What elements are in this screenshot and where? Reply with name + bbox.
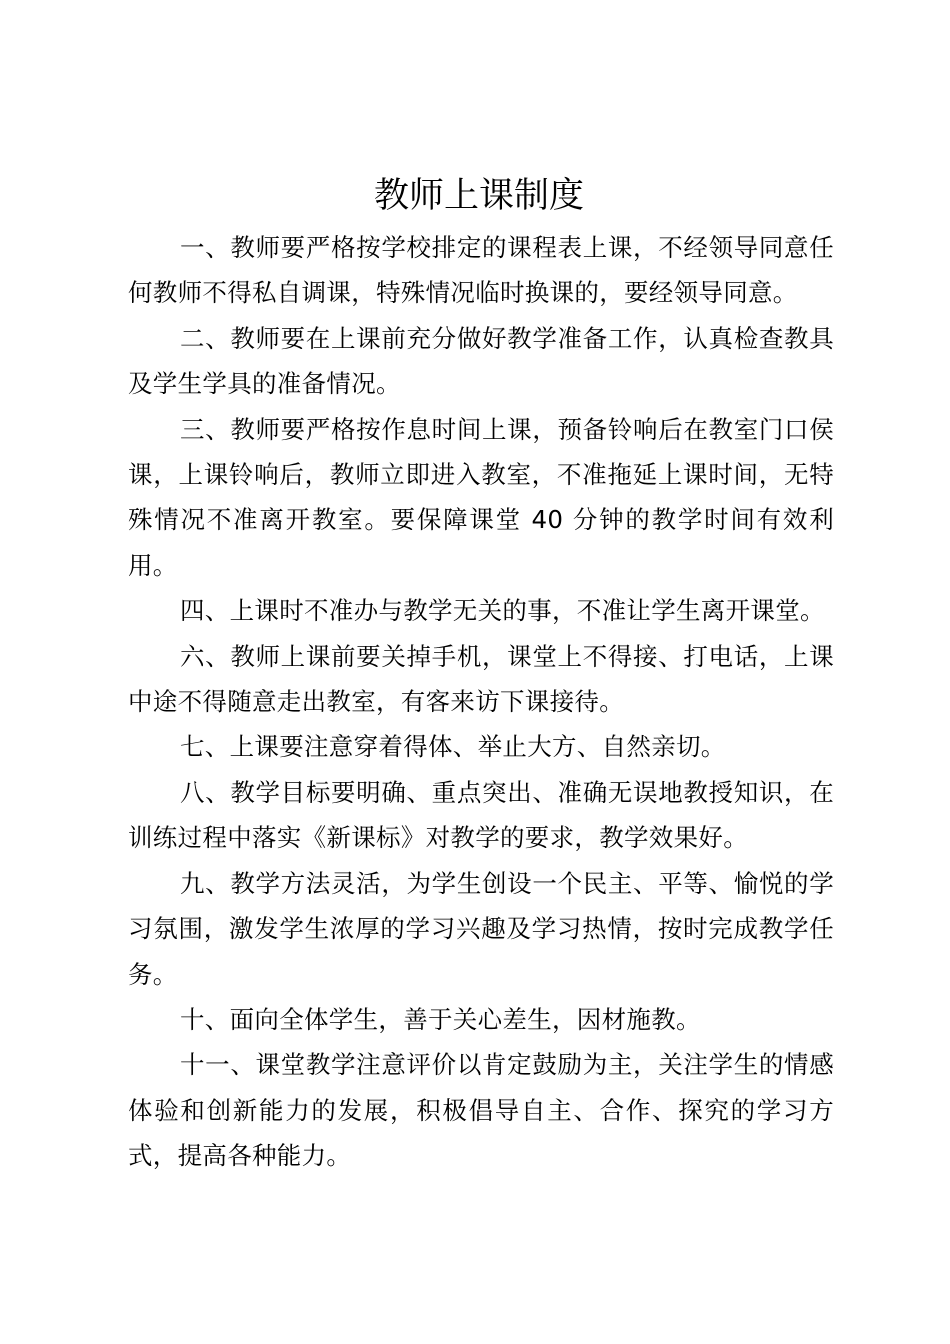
paragraph-11: 十一、课堂教学注意评价以肯定鼓励为主，关注学生的情感体验和创新能力的发展，积极倡导自主、合作、探究的学习方式，提高各种能力。 <box>128 1050 834 1171</box>
document-body <box>128 225 834 1179</box>
paragraph-10: 十、面向全体学生，善于关心差生，因材施教。 <box>180 1004 701 1034</box>
paragraph-4: 四、上课时不准办与教学无关的事，不准让学生离开课堂。 <box>180 596 825 626</box>
paragraph-2: 二、教师要在上课前充分做好教学准备工作，认真检查教具及学生学具的准备情况。 <box>128 323 834 399</box>
paragraph-3: 三、教师要严格按作息时间上课，预备铃响后在教室门口侯课，上课铃响后，教师立即进入教室，不准拖延上课时间，无特殊情况不准离开教室。要保障课堂 40 分钟的教学时间有效利用。 <box>128 414 834 580</box>
paragraph-7: 七、上课要注意穿着得体、举止大方、自然亲切。 <box>180 732 726 762</box>
paragraph-6: 六、教师上课前要关掉手机，课堂上不得接、打电话，上课中途不得随意走出教室，有客来访下课接待。 <box>128 641 834 717</box>
paragraph-9: 九、教学方法灵活，为学生创设一个民主、平等、愉悦的学习氛围，激发学生浓厚的学习兴趣及学习热情，按时完成教学任务。 <box>128 868 834 989</box>
paragraph-1: 一、教师要严格按学校排定的课程表上课，不经领导同意任何教师不得私自调课，特殊情况临时换课的，要经领导同意。 <box>128 233 834 308</box>
document-title: 教师上课制度 <box>373 176 584 216</box>
paragraph-8: 八、教学目标要明确、重点突出、准确无误地教授知识，在训练过程中落实《新课标》对教学的要求，教学效果好。 <box>128 777 834 853</box>
